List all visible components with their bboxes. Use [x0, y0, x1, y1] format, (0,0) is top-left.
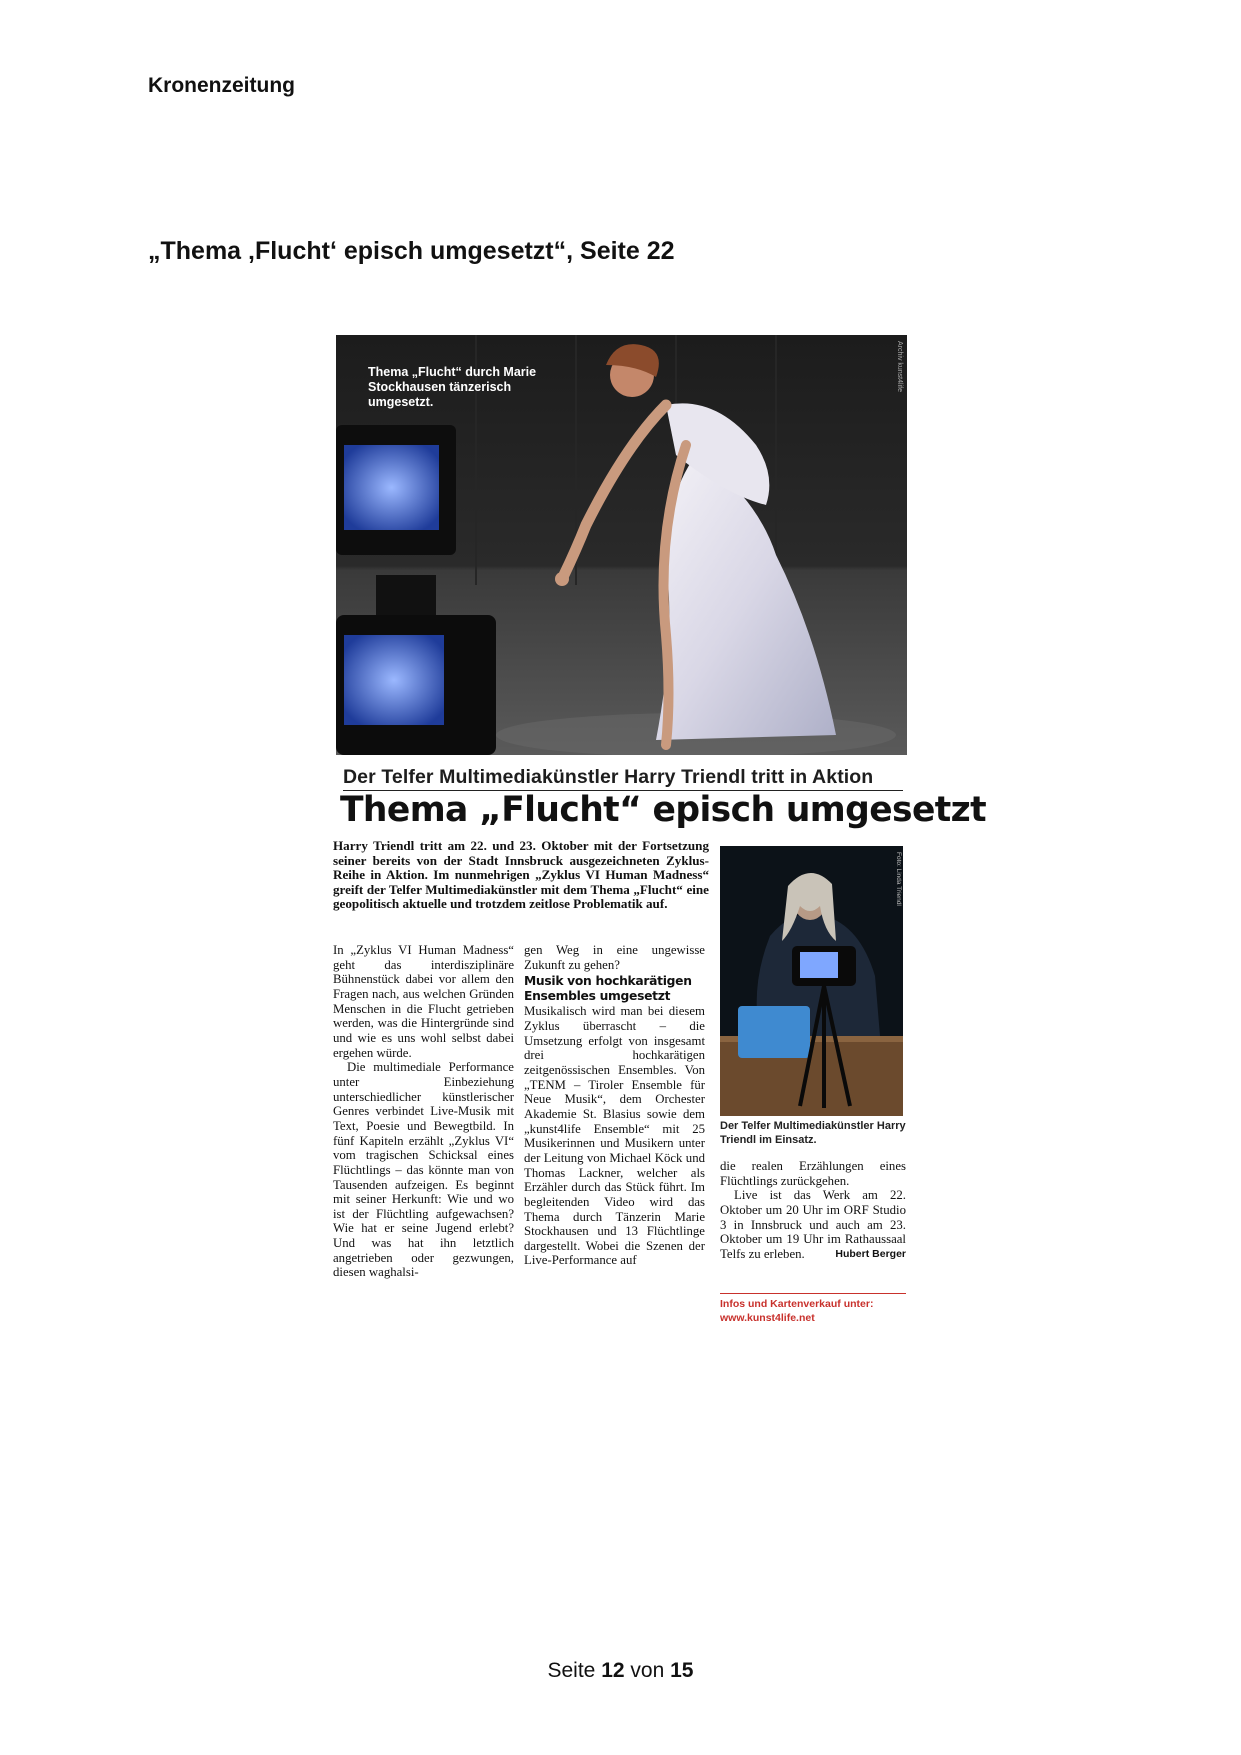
current-page-number: 12 [601, 1659, 625, 1682]
article-lead: Harry Triendl tritt am 22. und 23. Oktober mit der Fortsetzung seiner bereits von der Stadt Innsbruck ausgezeichneten Zyklus-Reihe in Aktion. Im nunmehrigen „Zyklus VI Human Madness“ greift der Telfer Multimediakünstler mit dem Thema „Flucht“ eine geopolitisch aktuelle und trotzdem zeitlose Problematik auf. [333, 838, 709, 912]
article-kicker: Der Telfer Multimediakünstler Harry Triendl tritt in Aktion [343, 766, 903, 791]
author-byline: Hubert Berger [835, 1247, 906, 1260]
column-1-paragraph-2: Die multimediale Performance unter Einbeziehung unterschiedlicher künstlerischer Genres verbindet Live-Musik mit Text, Poesie und Bewegtbild. In fünf Kapiteln erzählt „Zyklus VI“ vom tragischen Schicksal eines Flüchtlings – das könnte man von Tausenden aufzeigen. Es beginnt mit seiner Herkunft: Wie und wo ist der Flüchtling aufgewachsen? Wie hat er seine Jugend erlebt? Und was hat ihn letztlich angetrieben oder gezwungen, diesen waghalsi- [333, 1060, 514, 1280]
article-column-2 [524, 943, 705, 1268]
article-column-3 [720, 1159, 906, 1262]
column-1-paragraph-1: In „Zyklus VI Human Madness“ geht das interdisziplinäre Bühnenstück dabei vor allem den Fragen nach, aus welchen Gründen Menschen in die Flucht getrieben werden, was die Hintergründe sind und wie es uns wohl selbst dabei ergehen würde. [333, 943, 514, 1060]
article-headline: Thema „Flucht“ episch umgesetzt [340, 790, 987, 830]
publication-name: Kronenzeitung [148, 74, 295, 97]
artist-photo-credit: Foto: Linda Triendl [895, 852, 902, 906]
artist-photo-illustration [720, 846, 903, 1116]
total-page-number: 15 [670, 1659, 694, 1682]
ticket-info-url[interactable]: www.kunst4life.net [720, 1312, 815, 1324]
dancer-photo-credit: Archiv kunst4life [896, 341, 903, 392]
ticket-info-box [720, 1293, 906, 1325]
column-3-paragraph-1: die realen Erzählungen eines Flüchtlings zurückgehen. [720, 1159, 906, 1188]
article-subhead: Musik von hochkarätigen Ensembles umgesetzt [524, 974, 692, 1003]
article-column-1 [333, 943, 514, 1280]
column-3-paragraph-2-text: Live ist das Werk am 22. Oktober um 20 Uhr im ORF Studio 3 in Innsbruck und auch am 23. Oktober um 19 Uhr im Rathaussaal Telfs zu erleben. [720, 1188, 906, 1261]
column-2-paragraph-2: Musikalisch wird man bei diesem Zyklus überrascht – die Umsetzung erfolgt von insgesamt drei hochkarätigen zeitgenössischen Ensembles. Von „TENM – Tiroler Ensemble für Neue Musik“, dem Orchester Akademie St. Blasius sowie dem „kunst4life Ensemble“ mit 25 Musikerinnen und Musikern unter der Leitung von Michael Köck und Thomas Lackner, welcher als Erzähler durch das Stück führt. Im begleitenden Video wird das Thema durch Tänzerin Marie Stockhausen und 13 Flüchtlinge dargestellt. Wobei die Szenen der Live-Performance auf [524, 1004, 705, 1268]
ticket-info-label: Infos und Kartenverkauf unter: [720, 1298, 874, 1310]
column-2-paragraph-1: gen Weg in eine ungewisse Zukunft zu gehen? [524, 943, 705, 972]
artist-photo [720, 846, 903, 1116]
footer-prefix: Seite [547, 1659, 596, 1682]
newspaper-clipping [333, 333, 987, 1327]
column-3-paragraph-2 [720, 1188, 906, 1261]
dancer-photo [336, 335, 907, 755]
dancer-photo-caption: Thema „Flucht“ durch Marie Stockhausen tänzerisch umgesetzt. [368, 365, 537, 409]
footer-middle: von [630, 1659, 665, 1682]
artist-photo-caption: Der Telfer Multimediakünstler Harry Triendl im Einsatz. [720, 1120, 906, 1146]
page-footer [0, 1659, 1241, 1683]
document-heading: „Thema ‚Flucht‘ episch umgesetzt“, Seite 22 [148, 237, 675, 265]
